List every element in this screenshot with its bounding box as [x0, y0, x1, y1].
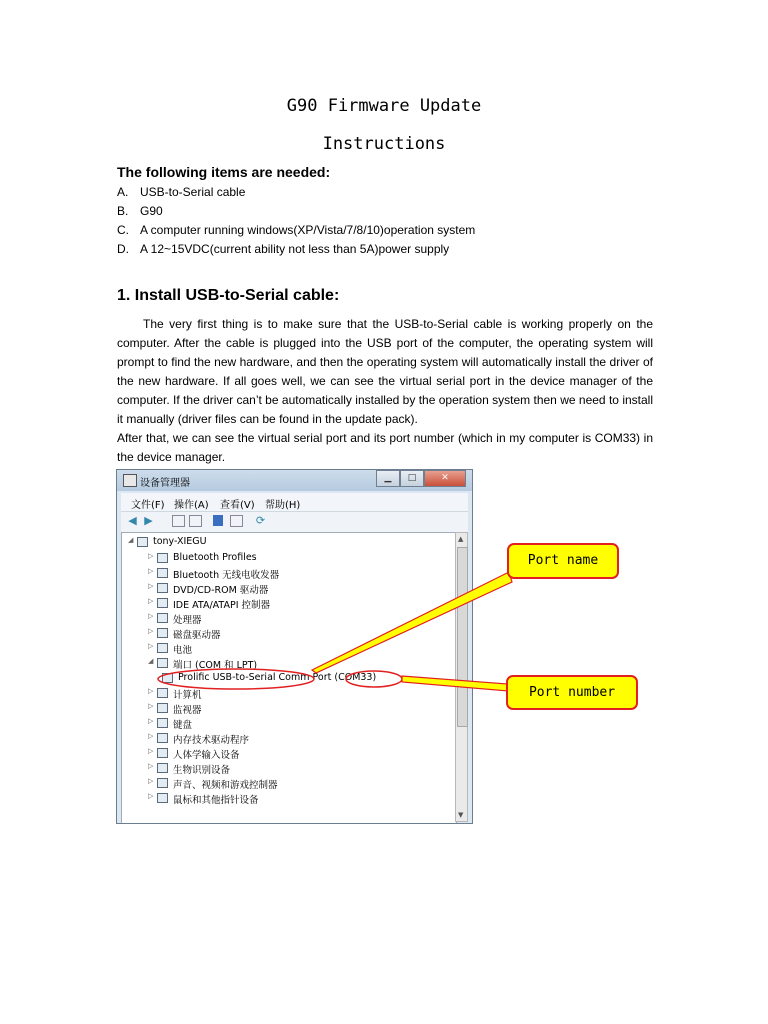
scroll-up-icon[interactable]: ▲	[458, 535, 464, 543]
expand-icon[interactable]: ▷	[148, 717, 154, 725]
expand-icon[interactable]: ▷	[148, 597, 154, 605]
paragraph: The very first thing is to make sure that the USB-to-Serial cable is working properly on the computer. After the cable is plugged into the USB port of the computer, the operating system will prompt to find the new hardware, and then the operating system will automatically install the driver of the new hardware. If all goes well, we can see the virtual serial port in the device manager of the computer. If the driver can’t be automatically installed by the operation system then we need to install it manually (driver files can be found in the update pack).	[117, 317, 653, 426]
menu-action[interactable]: 操作(A)	[174, 500, 209, 511]
expand-icon[interactable]: ▷	[148, 702, 154, 710]
tree-root-label: tony-XIEGU	[153, 536, 207, 547]
list-item-text: G90	[140, 204, 163, 218]
port-number-pointer	[402, 676, 508, 691]
back-arrow-icon[interactable]: ◀	[128, 514, 137, 527]
port-name-pointer	[312, 572, 512, 673]
expand-icon[interactable]: ▷	[148, 777, 154, 785]
list-item-letter: A.	[117, 185, 129, 199]
expand-icon[interactable]: ▷	[148, 687, 154, 695]
paragraph: After that, we can see the virtual serial port and its port number (which in my computer is COM33) in the device manager.	[117, 431, 653, 464]
expand-icon[interactable]: ▷	[148, 792, 154, 800]
tree-item-label: 生物识别设备	[173, 765, 231, 776]
tree-item-label: Prolific USB-to-Serial Comm Port (COM33)	[178, 672, 377, 683]
minimize-button[interactable]: ▁	[376, 470, 400, 487]
tree-item-label: DVD/CD-ROM 驱动器	[173, 585, 269, 596]
list-item-text: A computer running windows(XP/Vista/7/8/10)operation system	[140, 223, 476, 237]
items-heading: The following items are needed:	[117, 164, 331, 180]
expand-icon[interactable]: ▷	[148, 612, 154, 620]
tree-item-label: 鼠标和其他指针设备	[173, 795, 259, 806]
port-number-callout: Port number	[506, 675, 638, 710]
expand-icon[interactable]: ▷	[148, 582, 154, 590]
port-name-ellipse	[158, 669, 314, 689]
tree-item-label: 计算机	[173, 690, 202, 701]
port-name-callout: Port name	[507, 543, 619, 579]
collapse-icon[interactable]: ◢	[128, 536, 134, 544]
doc-subtitle: Instructions	[322, 134, 446, 154]
menu-view[interactable]: 查看(V)	[220, 500, 255, 511]
tree-item-label: 键盘	[173, 720, 193, 731]
window-title: 设备管理器	[140, 478, 190, 489]
expand-icon[interactable]: ▷	[148, 642, 154, 650]
scroll-down-icon[interactable]: ▼	[458, 811, 464, 819]
tree-item-label: 声音、视频和游戏控制器	[173, 780, 278, 791]
expand-icon[interactable]: ▷	[148, 747, 154, 755]
list-item-text: USB-to-Serial cable	[140, 185, 246, 199]
maximize-button[interactable]: □	[400, 470, 424, 487]
tree-item-label: 内存技术驱动程序	[173, 735, 250, 746]
tree-item-label: Bluetooth Profiles	[173, 552, 257, 563]
list-item-letter: B.	[117, 204, 129, 218]
forward-arrow-icon[interactable]: ▶	[144, 514, 153, 527]
expand-icon[interactable]: ▷	[148, 552, 154, 560]
close-button[interactable]: ✕	[424, 470, 466, 487]
tree-item-label: IDE ATA/ATAPI 控制器	[173, 600, 271, 611]
list-item-letter: C.	[117, 223, 129, 237]
expand-icon[interactable]: ▷	[148, 762, 154, 770]
tree-item-label: 端口 (COM 和 LPT)	[173, 660, 258, 671]
expand-icon[interactable]: ▷	[148, 732, 154, 740]
tree-item-label: 处理器	[173, 615, 202, 626]
menu-file[interactable]: 文件(F)	[131, 500, 165, 511]
section-heading: 1. Install USB-to-Serial cable:	[117, 287, 340, 304]
expand-icon[interactable]: ▷	[148, 627, 154, 635]
tree-item-label: Bluetooth 无线电收发器	[173, 570, 280, 581]
port-number-ellipse	[346, 671, 402, 687]
menu-help[interactable]: 帮助(H)	[265, 500, 301, 511]
collapse-icon[interactable]: ◢	[148, 657, 154, 665]
tree-item-label: 监视器	[173, 705, 202, 716]
tree-item-label: 人体学输入设备	[173, 750, 240, 761]
doc-title: G90 Firmware Update	[286, 96, 482, 116]
list-item-text: A 12~15VDC(current ability not less than 5A)power supply	[140, 242, 450, 256]
list-item-letter: D.	[117, 242, 129, 256]
scan-hardware-icon[interactable]: ⟳	[255, 514, 266, 527]
tree-item-label: 电池	[173, 645, 193, 656]
expand-icon[interactable]: ▷	[148, 567, 154, 575]
tree-item-label: 磁盘驱动器	[173, 630, 221, 641]
